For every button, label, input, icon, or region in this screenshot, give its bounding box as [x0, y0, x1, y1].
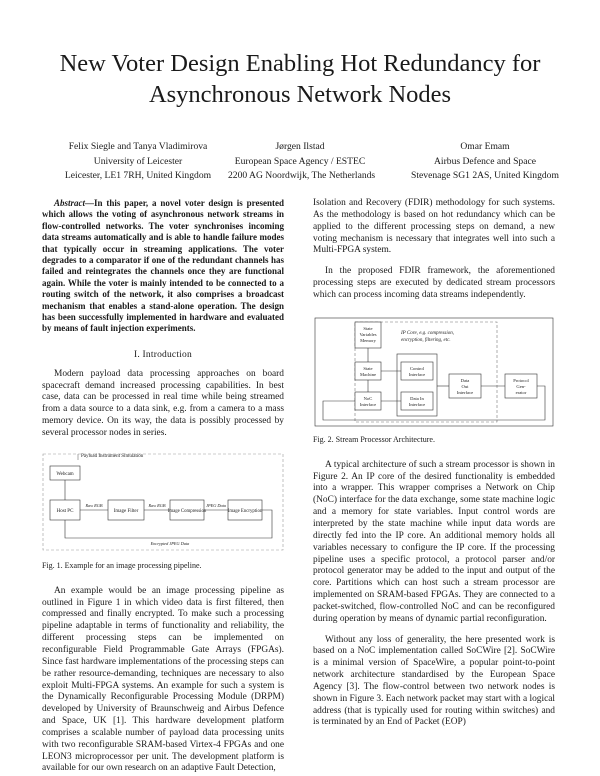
block-label: Protocol: [513, 377, 529, 383]
block-label: Interface: [408, 371, 426, 377]
return-path: [65, 510, 272, 538]
author-name: Felix Siegle and Tanya Vladimirova: [68, 141, 208, 152]
host-pc-label: Host PC: [56, 508, 74, 514]
block-label: Control: [409, 365, 425, 371]
link-label-raw-rgb-2: Raw RGB: [148, 502, 166, 508]
abstract-text: —In this paper, a novel voter design is presented which allows the voting of asynchronous network streams in flow-controlled networks. The voter synchronises incoming data streams automatically and is able to handle failure modes that typically occur in streaming applications. The voter degrades to a comparator if one of the redundant channels has failed and reintegrates the channels once they are functional again. While the voter is mainly intended to be connected to a routing switch of the network, it also comprises a broadcast mechanism that enables a stand-alone operation. The design has been successfully implemented in hardware and evaluated by means of fault injection experiments.: [42, 198, 284, 334]
link-label-raw-rgb-1: Raw RGB: [85, 502, 103, 508]
author-name: Jørgen Ilstad: [275, 141, 325, 152]
intro-paragraph-3: Isolation and Recovery (FDIR) methodology for such systems. As the methodology is based on hot redundancy which can be applied to the different processing steps on demand, a new voting mechanism is necessary that integrates well into such a Multi-FPGA system.: [313, 198, 555, 256]
author-block-2: [228, 140, 376, 184]
block-label: Interface: [456, 389, 474, 395]
state-machine-block: [355, 362, 381, 380]
ip-core-label-1: IP Core, e.g. compression,: [401, 330, 455, 336]
intro-paragraph-4: In the proposed FDIR framework, the aforementioned processing steps are executed by dedicated stream processors which can process incoming data streams independently.: [313, 266, 555, 300]
block-label: Interface: [359, 401, 377, 407]
block-label: Machine: [359, 371, 377, 377]
paper-title: [40, 48, 560, 110]
legend-label: Payload Instrument Simulation: [81, 453, 144, 459]
control-interface-block: [401, 362, 433, 380]
author-address: 2200 AG Noordwijk, The Netherlands: [228, 170, 376, 181]
block-label: Memory: [360, 337, 376, 343]
author-affiliation: Airbus Defence and Space: [433, 155, 537, 167]
link-label-jpeg-data: JPEG Data: [206, 502, 226, 508]
block-label: State: [363, 325, 373, 331]
noc-interface-block: [355, 392, 381, 410]
ip-core-label-2: encryption, filtering, etc.: [401, 337, 451, 343]
figure-2-architecture: [313, 314, 555, 432]
author-address: Leicester, LE1 7RH, United Kingdom: [64, 170, 212, 181]
block-label: Gen-: [516, 383, 526, 389]
block-label: Data In: [410, 395, 424, 401]
left-column: [42, 198, 284, 775]
webcam-label: Webcam: [56, 471, 74, 477]
image-filter-label: Image Filter: [113, 508, 139, 514]
intro-paragraph-2: An example would be an image processing pipeline as outlined in Figure 1 in which video data is first filtered, then compressed and finally encrypted. To make such a processing pipeline adaptable in terms of functionality and reliability, the different processing steps can be implemented on reconfigurable Field Programmable Gate Arrays (FPGAs). Since fast hardware implementations of the processing steps can be rather resource-demanding, techniques are necessary to also exploit Multi-FPGA systems. An example for such a system is the Dynamically Reconfigurable Processing Module (DRPM) developed by University of Braunschweig and Airbus Defence and Space, UK [1]. This hardware development platform comprises a scalable number of payload data processing units with two reconfigurable SRAM-based Virtex-4 FPGAs and one LEON3 microprocessor per unit. The development platform is available for our own research on an adaptive Fault Detection,: [42, 585, 284, 774]
figure-2-caption: Fig. 2. Stream Processor Architecture.: [313, 434, 435, 444]
abstract-label: Abstract: [54, 198, 86, 208]
intro-paragraph-1: Modern payload data processing approaches on board spacecraft demand increased processing capabilities. In best case, data can be processed in real time while being streamed from a data source to a data sink, e.g. from a camera to a mass memory device. On its way, the data is possibly processed by several processor nodes in series.: [42, 368, 284, 438]
author-address: Stevenage SG1 2AS, United Kingdom: [411, 170, 559, 181]
author-affiliation: University of Leicester: [93, 155, 183, 167]
author-block-1: [43, 140, 233, 184]
right-column: [313, 198, 555, 729]
block-label: Data: [460, 377, 470, 383]
intro-paragraph-6: Without any loss of generality, the here presented work is based on a NoC implementation called SoCWire [2]. SoCWire is a minimal version of SpaceWire, a popular point-to-point network architecture standardised by the European Space Agency [3]. The flow-control between two network nodes is shown in Figure 3. Each network packet may start with a logical address (that is typically used for routing within switches) and is terminated by an End of Packet (EOP): [313, 634, 555, 728]
author-block-3: [385, 140, 585, 184]
author-name: Omar Emam: [460, 141, 510, 152]
image-encryption-label: Image Encryption: [227, 508, 263, 514]
block-label: Variables: [359, 331, 377, 337]
section-heading-introduction: I. Introduction: [134, 349, 192, 360]
block-label: Out: [461, 383, 469, 389]
simulation-boundary: [43, 454, 283, 550]
title-line-2: Asynchronous Network Nodes: [148, 81, 452, 108]
block-label: State: [363, 365, 373, 371]
block-label: erator: [515, 389, 527, 395]
author-affiliation: European Space Agency / ESTEC: [234, 155, 366, 167]
data-in-interface-block: [401, 392, 433, 410]
return-path-label: Encrypted JPEG Data: [150, 540, 190, 546]
figure-1-caption: Fig. 1. Example for an image processing pipeline.: [42, 560, 202, 570]
image-compression-label: Image Compression: [167, 508, 207, 514]
figure-1-pipeline: [42, 450, 284, 558]
abstract: [42, 198, 284, 335]
title-line-1: New Voter Design Enabling Hot Redundancy for: [59, 50, 541, 77]
block-label: NoC: [363, 395, 373, 401]
block-label: Interface: [408, 401, 426, 407]
intro-paragraph-5: A typical architecture of such a stream processor is shown in Figure 2. An IP core of the desired functionality is embedded into a wrapper. This wrapper comprises a Network on Chip (NoC) interface for the data exchange, some state machine logic and a memory for state variables. Input control words are interpreted by the state machine while input data words are directly fed into the IP core. An additional memory holds all variables necessary to configure the IP core. If the processing pipeline uses a specific protocol, a protocol parser and/or protocol generator may be added to the input and output of the core. Partitions which can host such a stream processor are implemented on SRAM-based FPGAs. They are connected to a packet-switched, flow-controlled NoC and can be reconfigured during operation by means of dynamic partial reconfiguration.: [313, 459, 555, 624]
